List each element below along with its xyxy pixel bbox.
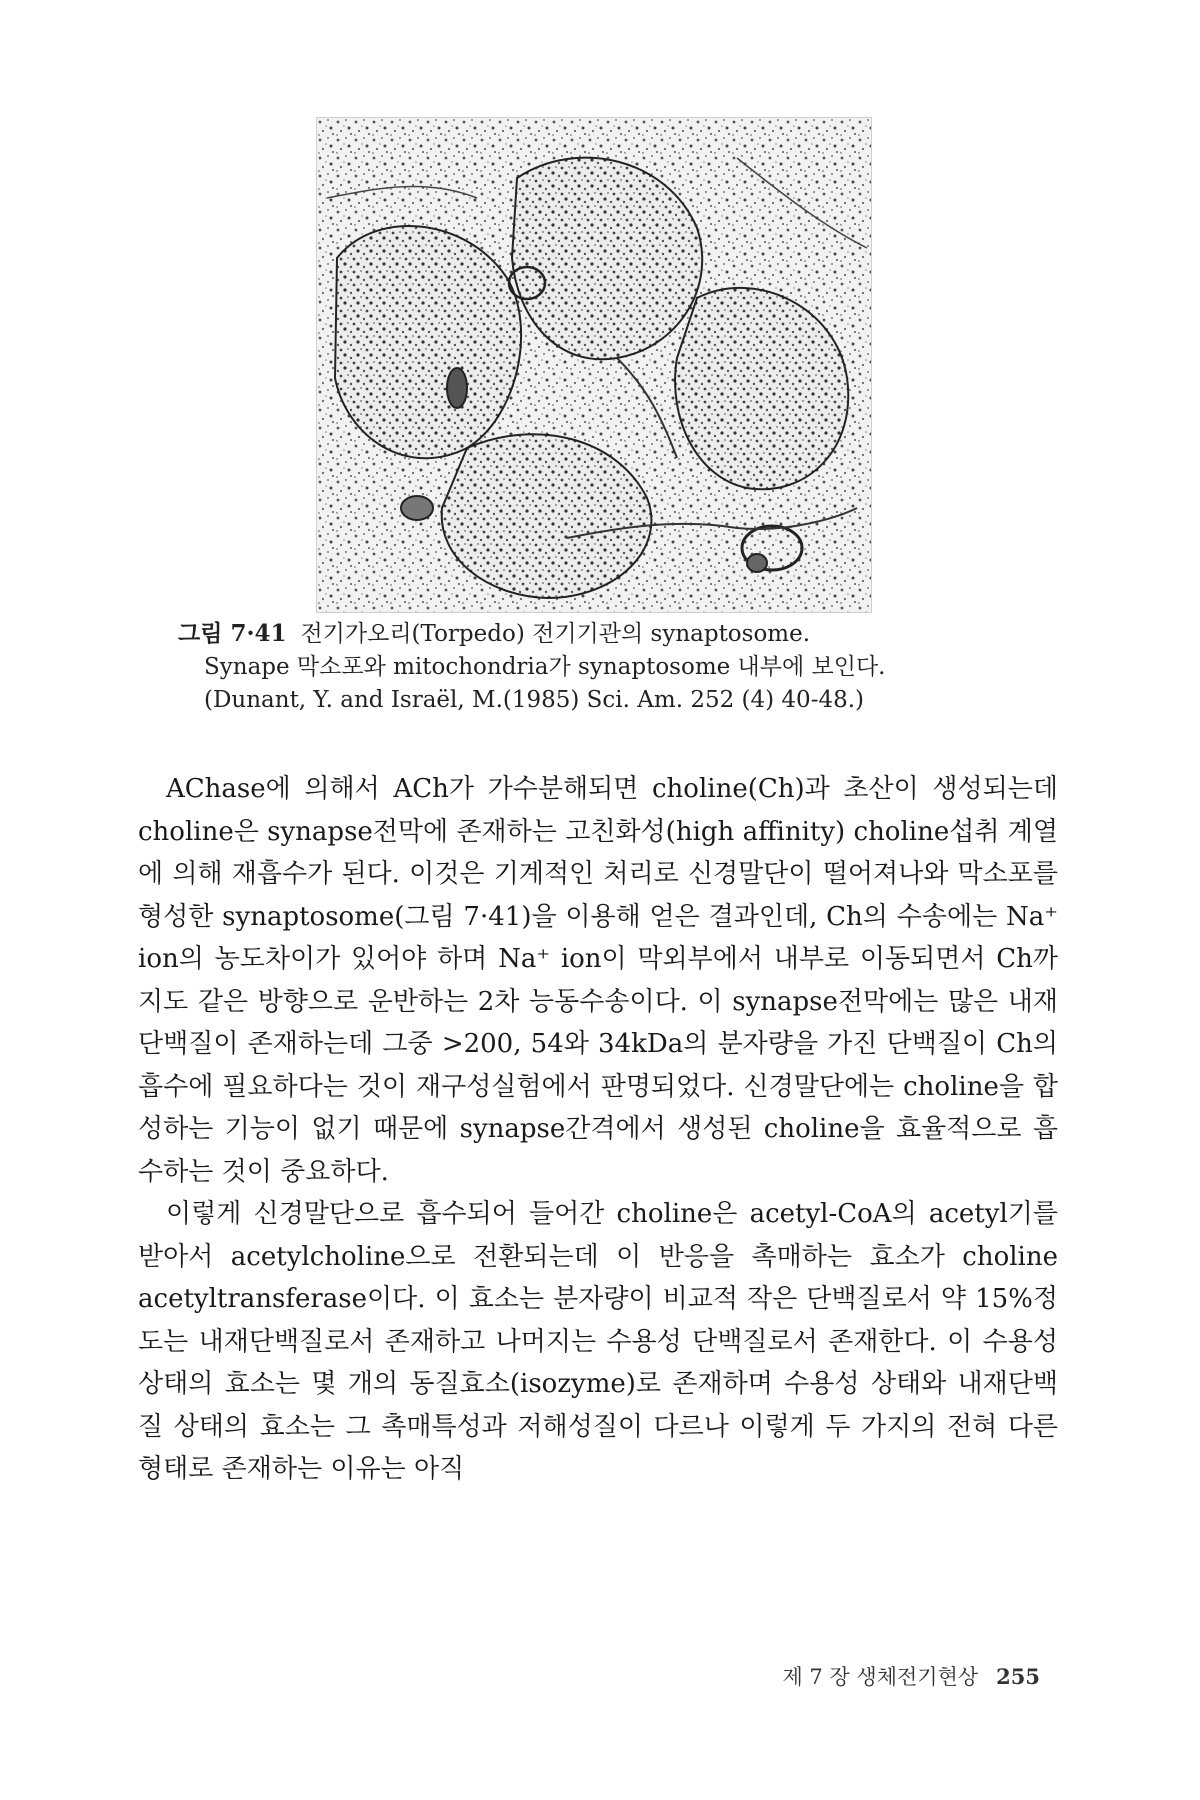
synaptosome-micrograph: [316, 117, 872, 613]
chapter-title: 제 7 장 생체전기현상: [782, 1665, 979, 1689]
caption-line-2: Synape 막소포와 mitochondria가 synaptosome 내부에 보인다.: [204, 654, 886, 680]
paragraph-2: 이렇게 신경말단으로 흡수되어 들어간 choline은 acetyl-CoA의 acetyl기를 받아서 acetylcholine으로 전환되는데 이 반응을 촉매하는 효소가 choline acetyltransferase이다. 이 효소는 분자량이 비교적 작은 단백질로서 약 15%정도는 내재단백질로서 존재하고 나머지는 수용성 단백질로서 존재한다. 이 수용성 상태의 효소는 몇 개의 동질효소(isozyme)로 존재하며 수용성 상태와 내재단백질 상태의 효소는 그 촉매특성과 저해성질이 다르나 이렇게 두 가지의 전혀 다른 형태로 존재하는 이유는 아직: [138, 1199, 1058, 1484]
body-text: [138, 768, 1058, 1491]
figure-caption: [178, 617, 1058, 717]
micrograph-image: [317, 118, 871, 612]
paragraph-1: AChase에 의해서 ACh가 가수분해되면 choline(Ch)과 초산이 생성되는데 choline은 synapse전막에 존재하는 고친화성(high affinity) choline섭취 계열에 의해 재흡수가 된다. 이것은 기계적인 처리로 신경말단이 떨어져나와 막소포를 형성한 synaptosome(그림 7·41)을 이용해 얻은 결과인데, Ch의 수송에는 Na⁺ ion의 농도차이가 있어야 하며 Na⁺ ion이 막외부에서 내부로 이동되면서 Ch까지도 같은 방향으로 운반하는 2차 능동수송이다. 이 synapse전막에는 많은 내재단백질이 존재하는데 그중 >200, 54와 34kDa의 분자량을 가진 단백질이 Ch의 흡수에 필요하다는 것이 재구성실험에서 판명되었다. 신경말단에는 choline을 합성하는 기능이 없기 때문에 synapse간격에서 생성된 choline을 효율적으로 흡수하는 것이 중요하다.: [138, 774, 1058, 1187]
caption-line-1: 전기가오리(Torpedo) 전기기관의 synaptosome.: [300, 621, 811, 647]
page-number: 255: [996, 1664, 1040, 1689]
caption-label: 그림 7·41: [178, 620, 287, 647]
caption-line-3: (Dunant, Y. and Israël, M.(1985) Sci. Am. 252 (4) 40-48.): [204, 687, 865, 713]
page-footer: [782, 1661, 1040, 1691]
